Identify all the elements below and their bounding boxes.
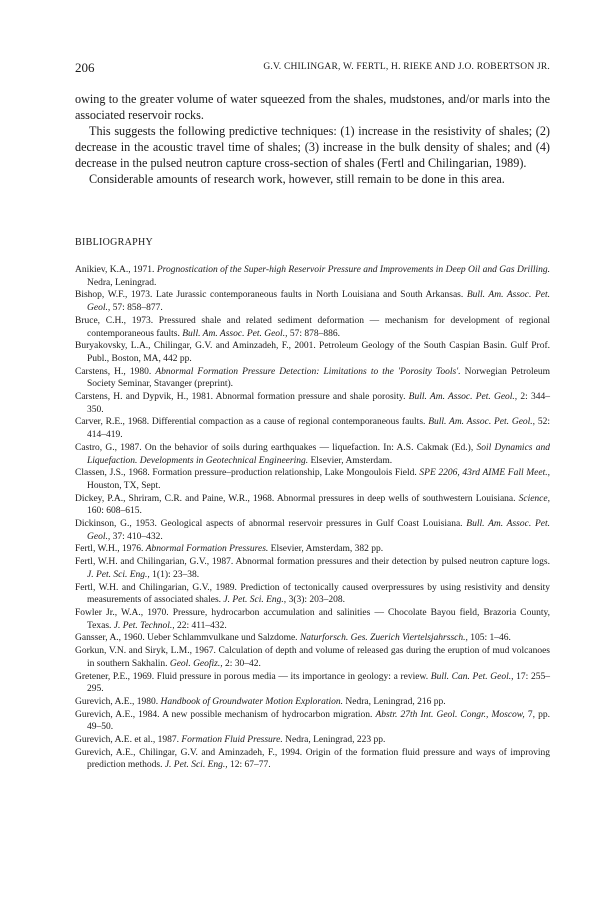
reference-source: SPE 2206, 43rd AIME Fall Meet., — [419, 468, 551, 479]
reference-detail: 160: 608–615. — [87, 506, 142, 517]
page-header — [75, 60, 550, 74]
reference-source: Abstr. 27th Int. Geol. Congr., Moscow, — [375, 709, 525, 720]
reference-text: Castro, G., 1987. On the behavior of soils during earthquakes — liquefaction. In: A.S. Cakmak (Ed.), — [75, 442, 477, 453]
reference-entry — [75, 696, 550, 709]
reference-source: Soil Dynamics and Liquefaction. Developments in Geotechnical Engineering. — [87, 442, 550, 466]
body-text — [75, 92, 550, 187]
reference-detail: Nedra, Leningrad. — [87, 277, 157, 288]
reference-detail: 3(3): 203–208. — [286, 595, 346, 606]
reference-text: Buryakovsky, L.A., Chilingar, G.V. and Aminzadeh, F., 2001. Petroleum Geology of the South Caspian Basin. Gulf Prof. Publ., Boston, MA, 442 pp. — [75, 341, 550, 364]
reference-source: Prognostication of the Super-high Reservoir Pressure and Improvements in Deep Oil and Gas Drilling. — [156, 265, 550, 275]
reference-text: Anikiev, K.A., 1971. — [75, 265, 157, 275]
reference-text: Bruce, C.H., 1973. Pressured shale and related sediment deformation — mechanism for development of regional contemporaneous faults. — [75, 315, 550, 339]
reference-text: Carstens, H. and Dypvik, H., 1981. Abnormal formation pressure and shale porosity. — [75, 392, 409, 403]
reference-detail: 37: 410–432. — [110, 531, 163, 542]
reference-text: Carstens, H., 1980. — [75, 366, 156, 377]
reference-entry — [75, 734, 550, 747]
reference-source: Geol. Geofiz., — [169, 658, 223, 669]
reference-text: Carver, R.E., 1968. Differential compaction as a cause of regional contemporaneous faults. — [75, 417, 429, 428]
reference-detail: 2: 344–350. — [87, 392, 550, 415]
reference-entry — [75, 543, 550, 556]
reference-text: Gansser, A., 1960. Ueber Schlammvulkane und Salzdome. — [75, 633, 300, 644]
reference-source: J. Pet. Technol., — [113, 620, 175, 631]
reference-detail: 12: 67–77. — [227, 760, 271, 771]
reference-source: Handbook of Groundwater Motion Exploration. — [160, 696, 344, 707]
running-head: G.V. CHILINGAR, W. FERTL, H. RIEKE AND J.O. ROBERTSON JR. — [263, 62, 550, 72]
reference-detail: 22: 411–432. — [174, 620, 227, 631]
reference-text: Fertl, W.H., 1976. — [75, 544, 146, 555]
bibliography-heading: BIBLIOGRAPHY — [75, 237, 154, 248]
reference-source: Abnormal Formation Pressures. — [145, 544, 269, 555]
reference-entry — [75, 671, 550, 696]
reference-detail: Houston, TX, Sept. — [87, 480, 161, 491]
reference-entry — [75, 518, 550, 543]
reference-entry — [75, 289, 550, 314]
reference-entry — [75, 607, 550, 632]
reference-source: Bull. Am. Assoc. Pet. Geol., — [87, 519, 550, 542]
reference-text: Gretener, P.E., 1969. Fluid pressure in porous media — its importance in geology: a review. — [75, 671, 431, 682]
reference-source: J. Pet. Sci. Eng., — [164, 760, 228, 771]
reference-entry — [75, 747, 550, 772]
reference-source: J. Pet. Sci. Eng., — [223, 595, 287, 606]
reference-source: Science, — [518, 493, 550, 504]
reference-entry — [75, 493, 550, 518]
reference-entry — [75, 645, 550, 670]
reference-text: Gorkun, V.N. and Siryk, L.M., 1967. Calculation of depth and volume of released gas during the eruption of mud volcanoes in southern Sakhalin. — [75, 646, 550, 669]
reference-entry — [75, 582, 550, 607]
reference-entry — [75, 264, 550, 289]
reference-text: Dickinson, G., 1953. Geological aspects of abnormal reservoir pressures in Gulf Coast Louisiana. — [75, 519, 467, 530]
reference-source: Formation Fluid Pressure. — [181, 735, 283, 746]
reference-source: Bull. Can. Pet. Geol., — [430, 671, 514, 682]
reference-source: Abnormal Formation Pressure Detection: Limitations to the 'Porosity Tools'. — [155, 366, 461, 377]
reference-detail: 2: 30–42. — [222, 658, 261, 669]
reference-entry — [75, 391, 550, 416]
paragraph: This suggests the following predictive techniques: (1) increase in the resistivity of shales; (2) decrease in the acoustic travel time of shales; (3) increase in the bulk density of shales; and (4) decrease in the pulsed neutron capture cross-section of shales (Fertl and Chilingarian, 1989). — [75, 123, 550, 170]
reference-text: Fertl, W.H. and Chilingarian, G.V., 1989. Prediction of tectonically caused overpressures by using resistivity and density measurements of associated shales. — [75, 582, 550, 606]
reference-text: Dickey, P.A., Shriram, C.R. and Paine, W.R., 1968. Abnormal pressures in deep wells of southwestern Louisiana. — [75, 493, 519, 504]
reference-detail: 52: 414–419. — [87, 417, 550, 441]
reference-source: Naturforsch. Ges. Zuerich Viertelsjahrssch., — [299, 633, 468, 644]
reference-text: Gurevich, A.E., 1980. — [75, 696, 161, 707]
paragraph: owing to the greater volume of water squeezed from the shales, mudstones, and/or marls into the associated reservoir rocks. — [75, 92, 550, 122]
reference-detail: 1(1): 23–38. — [149, 569, 200, 580]
reference-source: Bull. Am. Assoc. Pet. Geol., — [182, 328, 288, 339]
reference-text: Fertl, W.H. and Chilingarian, G.V., 1987. Abnormal formation pressures and their detection by pulsed neutron capture logs. — [75, 557, 550, 568]
reference-detail: Nedra, Leningrad, 216 pp. — [343, 696, 446, 707]
bibliography-list — [75, 264, 550, 772]
reference-text: Fowler Jr., W.A., 1970. Pressure, hydrocarbon accumulation and salinities — Chocolate Bayou field, Brazoria County, Texas. — [75, 607, 550, 631]
reference-entry — [75, 632, 550, 645]
reference-entry — [75, 340, 550, 365]
reference-source: J. Pet. Sci. Eng., — [87, 569, 150, 580]
reference-entry — [75, 467, 550, 492]
reference-source: Bull. Am. Assoc. Pet. Geol., — [87, 290, 550, 314]
paragraph: Considerable amounts of research work, however, still remain to be done in this area. — [89, 171, 505, 186]
reference-detail: Elsevier, Amsterdam. — [308, 455, 393, 466]
reference-source: Bull. Am. Assoc. Pet. Geol., — [428, 417, 536, 428]
reference-text: Gurevich, A.E. et al., 1987. — [75, 735, 182, 746]
reference-detail: 17: 255–295. — [87, 671, 550, 695]
reference-text: Bishop, W.F., 1973. Late Jurassic contemporaneous faults in North Louisiana and South Arkansas. — [75, 290, 467, 301]
reference-detail: 7, pp. 49–50. — [87, 709, 550, 733]
reference-text: Gurevich, A.E., 1984. A new possible mechanism of hydrocarbon migration. — [75, 709, 376, 720]
reference-detail: Nedra, Leningrad, 223 pp. — [282, 735, 386, 746]
reference-entry — [75, 315, 550, 340]
reference-text: Classen, J.S., 1968. Formation pressure–production relationship, Lake Mongoulois Field. — [75, 468, 420, 479]
reference-text: Gurevich, A.E., Chilingar, G.V. and Aminzadeh, F., 1994. Origin of the formation fluid pressure and ways of improving prediction methods. — [75, 747, 550, 771]
reference-detail: Norwegian Petroleum Society Seminar, Stavanger (preprint). — [87, 366, 550, 390]
reference-detail: 57: 858–877. — [110, 303, 163, 314]
reference-detail: 105: 1–46. — [467, 633, 511, 644]
reference-entry — [75, 709, 550, 734]
reference-entry — [75, 416, 550, 441]
page-number: 206 — [75, 60, 95, 75]
reference-source: Bull. Am. Assoc. Pet. Geol., — [408, 392, 518, 403]
reference-detail: 57: 878–886. — [287, 328, 340, 339]
reference-entry — [75, 366, 550, 391]
reference-entry — [75, 442, 550, 467]
reference-entry — [75, 556, 550, 581]
reference-detail: Elsevier, Amsterdam, 382 pp. — [268, 544, 384, 555]
